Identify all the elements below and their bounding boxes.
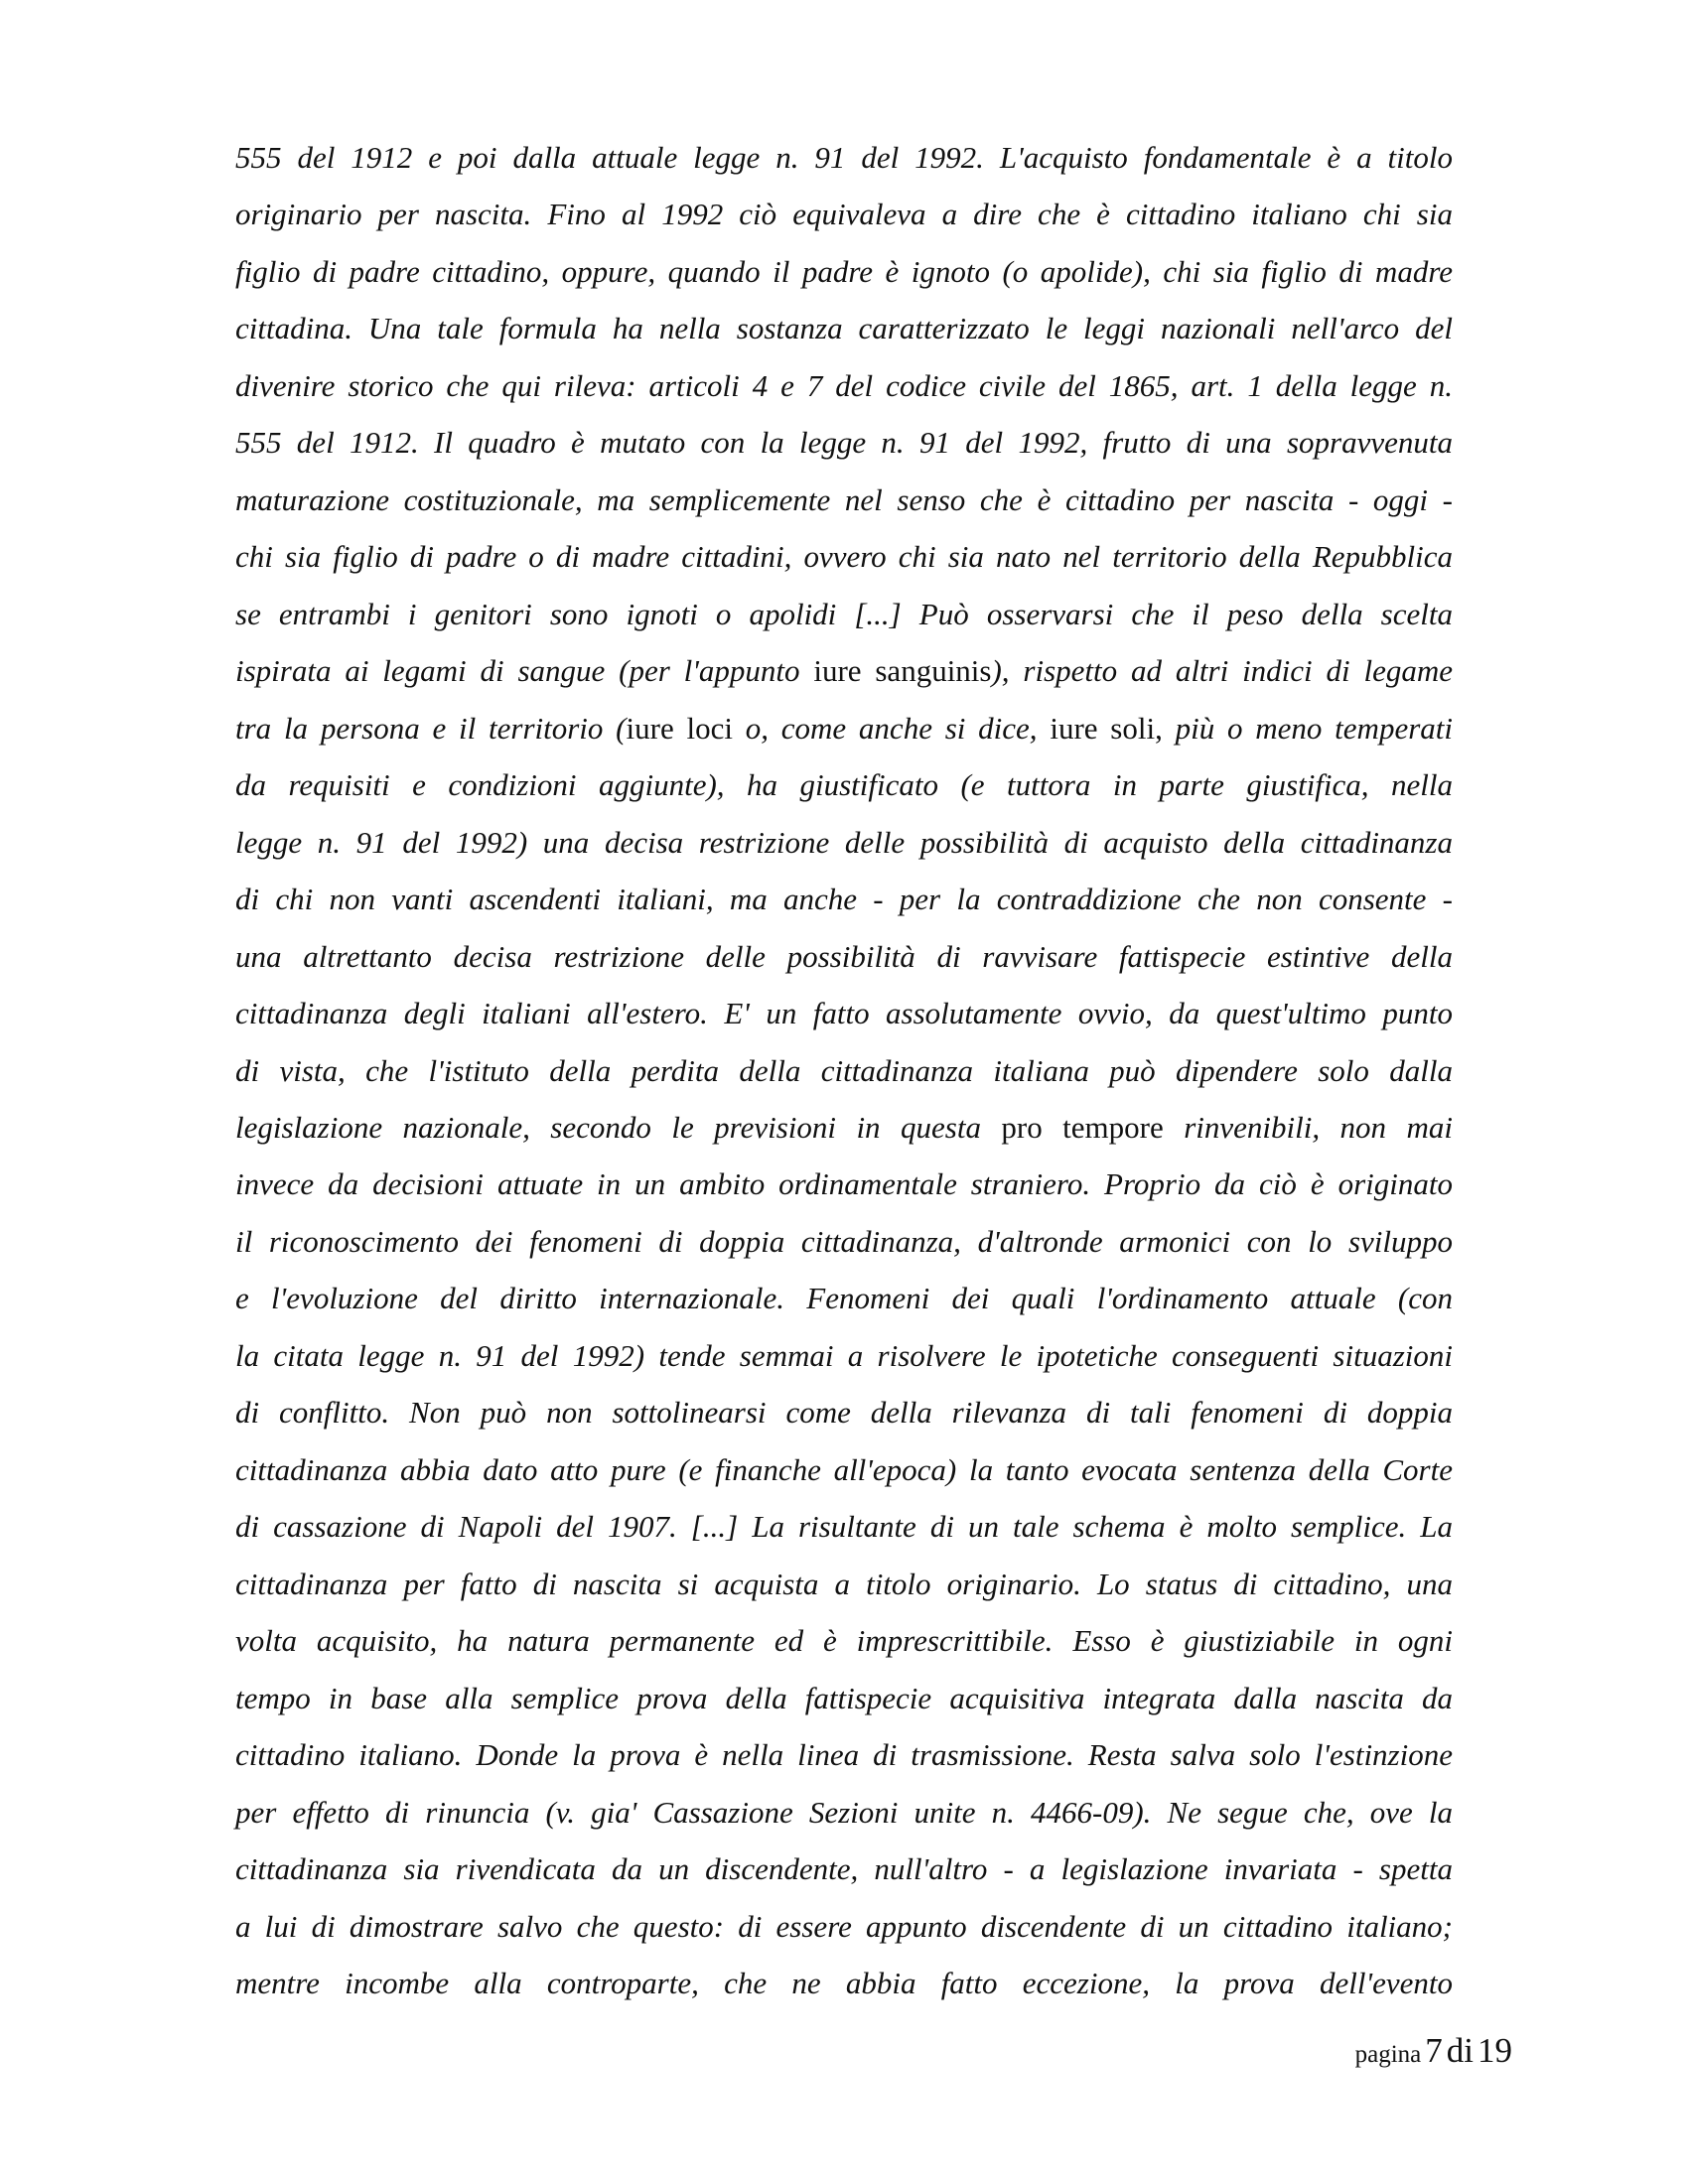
text-segment: di vista, che l'istituto della perdita della cittadinanza italiana può dipendere solo dalla [235, 1052, 1453, 1088]
text-segment: chi sia figlio di padre o di madre cittadini, ovvero chi sia nato nel territorio della Repubblica [235, 539, 1453, 575]
text-segment: mentre incombe alla controparte, che ne abbia fatto eccezione, la prova dell'evento [235, 1966, 1453, 2001]
text-line [235, 1108, 1453, 1148]
text-segment: rinvenibili, non mai [1163, 1109, 1454, 1145]
text-segment: una altrettanto decisa restrizione delle possibilità di ravvisare fattispecie estintive della [235, 938, 1453, 974]
text-line [235, 366, 1453, 406]
text-line [235, 1393, 1453, 1433]
page-of-label: di [1446, 2031, 1474, 2070]
text-segment: di conflitto. Non può non sottolinearsi come della rilevanza di tali fenomeni di doppia [235, 1395, 1453, 1431]
text-segment: figlio di padre cittadino, oppure, quando il padre è ignoto (o apolide), chi sia figlio di madre [235, 253, 1453, 289]
text-line [235, 423, 1453, 463]
text-segment: tempo in base alla semplice prova della fattispecie acquisitiva integrata dalla nascita da [235, 1680, 1453, 1715]
text-line [235, 1565, 1453, 1604]
text-line [235, 252, 1453, 292]
text-line [235, 1621, 1453, 1661]
text-segment: cittadino italiano. Donde la prova è nella linea di trasmissione. Resta salva solo l'estinzione [235, 1737, 1453, 1773]
latin-term: iure sanguinis [813, 653, 992, 689]
text-segment: il riconoscimento dei fenomeni di doppia cittadinanza, d'altronde armonici con lo sviluppo [235, 1223, 1453, 1259]
text-segment: più o meno temperati [1162, 710, 1453, 746]
text-segment: e l'evoluzione del diritto internazionale. Fenomeni dei quali l'ordinamento attuale (con [235, 1281, 1453, 1316]
text-line [235, 1450, 1453, 1490]
text-line [235, 1164, 1453, 1204]
text-segment: maturazione costituzionale, ma semplicemente nel senso che è cittadino per nascita - oggi - [235, 481, 1453, 517]
text-segment: se entrambi i genitori sono ignoti o apolidi [...] Può osservarsi che il peso della scelta [235, 596, 1453, 631]
text-line [235, 1793, 1453, 1833]
text-line [235, 537, 1453, 577]
current-page-number: 7 [1425, 2031, 1443, 2070]
text-line [235, 1051, 1453, 1091]
text-segment: originario per nascita. Fino al 1992 ciò equivaleva a dire che è cittadino italiano chi sia [235, 197, 1453, 232]
text-line [235, 937, 1453, 977]
text-segment: volta acquisito, ha natura permanente ed è imprescrittibile. Esso è giustiziabile in ogni [235, 1623, 1453, 1659]
text-segment: ), rispetto ad altri indici di legame [991, 653, 1453, 689]
text-line [235, 709, 1453, 749]
total-pages: 19 [1477, 2031, 1512, 2070]
text-segment: di chi non vanti ascendenti italiani, ma anche - per la contraddizione che non consente - [235, 882, 1453, 917]
text-line [235, 1336, 1453, 1376]
text-line [235, 880, 1453, 919]
text-segment: di cassazione di Napoli del 1907. [...] La risultante di un tale schema è molto semplice. La [235, 1509, 1453, 1545]
text-segment: cittadinanza sia rivendicata da un discendente, null'altro - a legislazione invariata - spetta [235, 1851, 1453, 1887]
text-segment: tra la persona e il territorio ( [235, 710, 627, 746]
text-line [235, 138, 1453, 178]
text-segment: ispirata ai legami di sangue (per l'appunto [235, 653, 814, 689]
page-footer [1355, 2031, 1512, 2078]
text-line [235, 1679, 1453, 1718]
text-line [235, 994, 1453, 1033]
text-line [235, 1222, 1453, 1262]
text-segment: cittadina. Una tale formula ha nella sostanza caratterizzato le leggi nazionali nell'arco del [235, 311, 1453, 346]
text-line [235, 1964, 1453, 2003]
text-line [235, 595, 1453, 634]
text-segment: cittadinanza abbia dato atto pure (e finanche all'epoca) la tanto evocata sentenza della Corte [235, 1451, 1453, 1487]
text-segment: invece da decisioni attuate in un ambito ordinamentale straniero. Proprio da ciò è originato [235, 1166, 1453, 1202]
text-segment: legge n. 91 del 1992) una decisa restrizione delle possibilità di acquisto della cittadinanza [235, 824, 1453, 860]
text-segment: cittadinanza per fatto di nascita si acquista a titolo originario. Lo status di cittadino, una [235, 1566, 1453, 1601]
text-segment: cittadinanza degli italiani all'estero. E' un fatto assolutamente ovvio, da quest'ultimo punto [235, 996, 1453, 1031]
text-segment: 555 del 1912. Il quadro è mutato con la legge n. 91 del 1992, frutto di una sopravvenuta [235, 425, 1453, 461]
text-segment: a lui di dimostrare salvo che questo: di essere appunto discendente di un cittadino italiano; [235, 1908, 1453, 1944]
text-line [235, 765, 1453, 805]
text-line [235, 1849, 1453, 1889]
text-line [235, 1735, 1453, 1775]
text-line [235, 1507, 1453, 1547]
text-segment: la citata legge n. 91 del 1992) tende semmai a risolvere le ipotetiche conseguenti situazioni [235, 1337, 1453, 1373]
text-line [235, 651, 1453, 691]
text-segment: da requisiti e condizioni aggiunte), ha giustificato (e tuttora in parte giustifica, nella [235, 767, 1453, 803]
text-segment: 555 del 1912 e poi dalla attuale legge n. 91 del 1992. L'acquisto fondamentale è a titolo [235, 140, 1453, 175]
latin-term: iure soli, [1050, 710, 1163, 746]
page-label: pagina [1354, 2041, 1422, 2068]
text-line [235, 823, 1453, 863]
text-segment: o, come anche si dice, [732, 710, 1051, 746]
text-line [235, 1279, 1453, 1318]
latin-term: pro tempore [1001, 1109, 1164, 1145]
text-line [235, 1907, 1453, 1947]
text-line [235, 195, 1453, 234]
text-line [235, 480, 1453, 520]
text-line [235, 309, 1453, 348]
text-segment: divenire storico che qui rileva: articoli 4 e 7 del codice civile del 1865, art. 1 della legge n. [235, 367, 1453, 403]
text-segment: per effetto di rinuncia (v. gia' Cassazione Sezioni unite n. 4466-09). Ne segue che, ove la [235, 1794, 1453, 1830]
latin-term: iure loci [626, 710, 733, 746]
text-segment: legislazione nazionale, secondo le previsioni in questa [235, 1109, 1002, 1145]
